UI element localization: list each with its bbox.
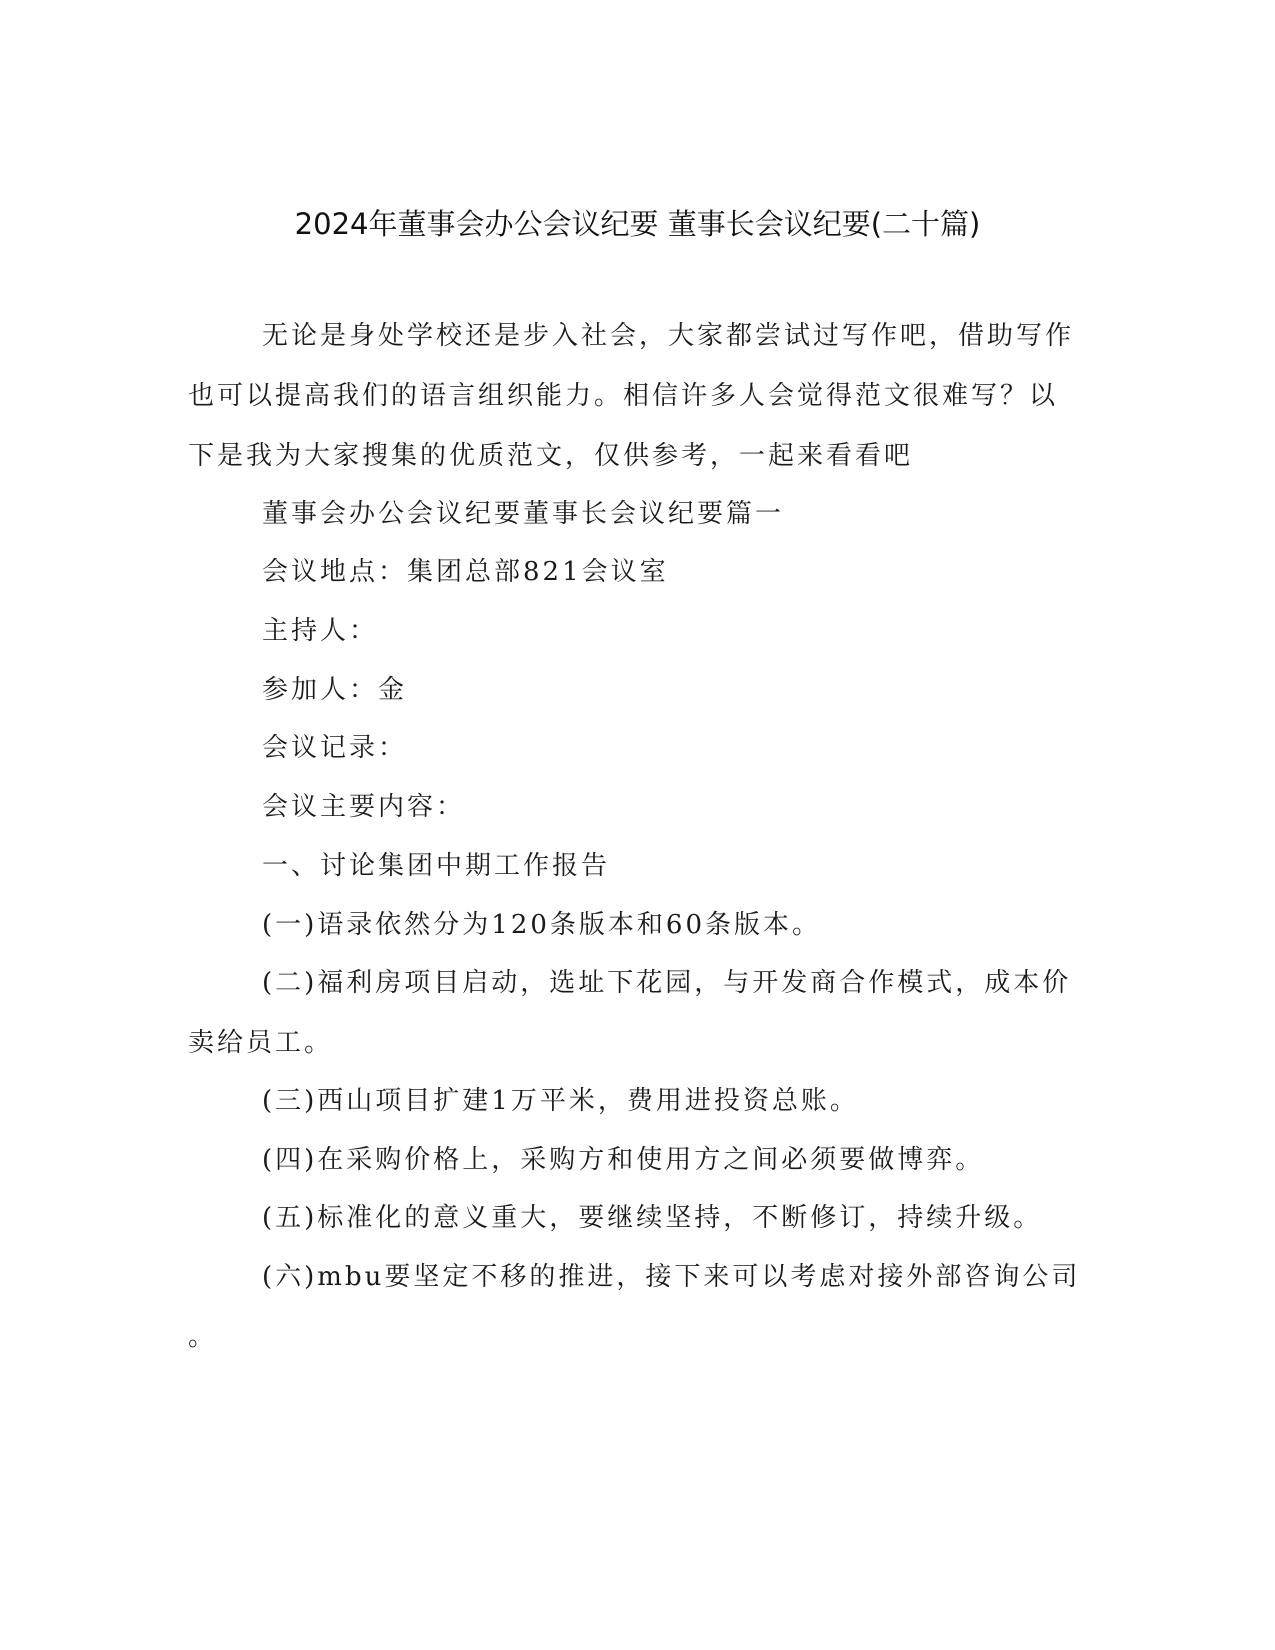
minutes-label: 会议记录： xyxy=(262,733,408,763)
point-two-line: (二)福利房项目启动，选址下花园，与开发商合作模式，成本价 xyxy=(262,968,1072,998)
meeting-location: 会议地点：集团总部821会议室 xyxy=(262,557,669,587)
point-one: (一)语录依然分为120条版本和60条版本。 xyxy=(262,910,821,940)
meeting-participants: 参加人：金 xyxy=(262,675,408,705)
intro-line: 也可以提高我们的语言组织能力。相信许多人会觉得范文很难写？以 xyxy=(188,381,1059,411)
agenda-item-one: 一、讨论集团中期工作报告 xyxy=(262,851,611,881)
point-six-line: (六)mbu要坚定不移的推进，接下来可以考虑对接外部咨询公司 xyxy=(262,1262,1081,1292)
point-six xyxy=(188,1247,1088,1367)
point-four: (四)在采购价格上，采购方和使用方之间必须要做博弈。 xyxy=(262,1145,985,1175)
section-heading: 董事会办公会议纪要董事长会议纪要篇一 xyxy=(262,499,785,529)
point-six-line: 。 xyxy=(188,1322,218,1352)
intro-line: 下是我为大家搜集的优质范文，仅供参考，一起来看看吧 xyxy=(188,441,914,471)
point-two-line: 卖给员工。 xyxy=(188,1028,334,1058)
point-five: (五)标准化的意义重大，要继续坚持，不断修订，持续升级。 xyxy=(262,1203,1043,1233)
point-two xyxy=(188,953,1088,1073)
document-title: 2024年董事会办公会议纪要 董事长会议纪要(二十篇) xyxy=(294,207,981,241)
point-three: (三)西山项目扩建1万平米，费用进投资总账。 xyxy=(262,1086,859,1116)
main-content-label: 会议主要内容： xyxy=(262,792,466,822)
intro-line: 无论是身处学校还是步入社会，大家都尝试过写作吧，借助写作 xyxy=(262,321,1075,351)
intro-paragraph xyxy=(188,306,1088,486)
meeting-host: 主持人： xyxy=(262,616,379,646)
